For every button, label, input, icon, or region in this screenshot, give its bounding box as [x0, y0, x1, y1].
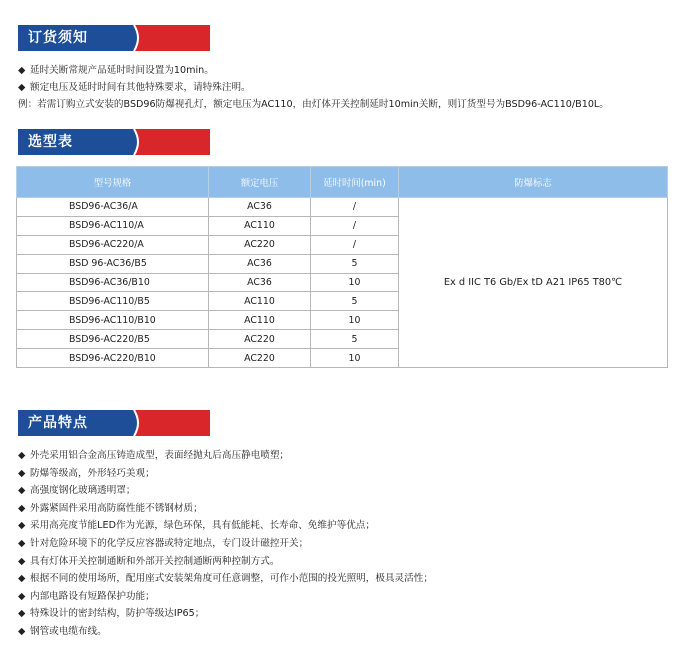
cell-voltage: AC110 [209, 292, 311, 311]
features-section-header [18, 410, 210, 436]
cell-delay: 10 [311, 349, 399, 368]
list-item [18, 465, 433, 483]
diamond-bullet-icon: ◆ [18, 520, 26, 532]
selection-section-header [18, 129, 210, 155]
feature-text: 外露紧固件采用高防腐性能不锈钢材质； [30, 502, 203, 514]
cell-model: BSD96-AC110/B5 [17, 292, 209, 311]
cell-model: BSD96-AC36/B10 [17, 273, 209, 292]
cell-voltage: AC36 [209, 254, 311, 273]
cell-model: BSD96-AC36/A [17, 198, 209, 217]
diamond-bullet-icon: ◆ [18, 537, 26, 549]
cell-voltage: AC36 [209, 273, 311, 292]
cell-delay: / [311, 198, 399, 217]
feature-text: 高强度钢化玻璃透明罩； [30, 485, 136, 497]
cell-delay: 10 [311, 311, 399, 330]
order-note-text: 延时关断常规产品延时时间设置为10min。 [30, 65, 214, 76]
list-item [18, 482, 433, 500]
cell-model: BSD96-AC110/A [17, 216, 209, 235]
diamond-bullet-icon: ◆ [18, 450, 26, 461]
cell-voltage: AC220 [209, 330, 311, 349]
column-header-voltage: 额定电压 [209, 167, 311, 198]
list-item [18, 517, 433, 535]
diamond-bullet-icon: ◆ [18, 65, 26, 76]
table-header-row [17, 167, 668, 198]
column-header-delay: 延时时间(min) [311, 167, 399, 198]
list-item [18, 500, 433, 518]
cell-voltage: AC110 [209, 216, 311, 235]
feature-text: 针对危险环境下的化学反应容器或特定地点，专门设计磁控开关； [30, 537, 309, 549]
feature-text: 钢管或电缆布线。 [30, 625, 107, 637]
diamond-bullet-icon: ◆ [18, 590, 26, 602]
cell-voltage: AC220 [209, 235, 311, 254]
feature-text: 具有灯体开关控制通断和外部开关控制通断两种控制方式。 [30, 555, 280, 567]
cell-delay: 5 [311, 254, 399, 273]
features-list [18, 447, 433, 641]
order-note-text: 额定电压及延时时间有其他特殊要求，请特殊注明。 [30, 82, 251, 93]
list-item [18, 588, 433, 606]
list-item [18, 535, 433, 553]
cell-delay: 10 [311, 273, 399, 292]
list-item [18, 605, 433, 623]
cell-delay: 5 [311, 330, 399, 349]
cell-model: BSD96-AC220/A [17, 235, 209, 254]
diamond-bullet-icon: ◆ [18, 608, 26, 620]
diamond-bullet-icon: ◆ [18, 82, 26, 93]
diamond-bullet-icon: ◆ [18, 555, 26, 567]
list-item [18, 447, 433, 465]
column-header-marking: 防爆标志 [399, 167, 668, 198]
order-note [18, 79, 609, 96]
feature-text: 外壳采用铝合金高压铸造成型，表面经抛丸后高压静电喷塑； [30, 450, 290, 461]
order-notes [18, 62, 609, 113]
feature-text: 内部电路设有短路保护功能； [30, 590, 155, 602]
feature-text: 防爆等级高，外形轻巧美观； [30, 467, 155, 479]
feature-text: 采用高亮度节能LED作为光源，绿色环保，具有低能耗、长寿命、免维护等优点； [30, 520, 375, 532]
features-section-title: 产品特点 [28, 415, 88, 431]
diamond-bullet-icon: ◆ [18, 625, 26, 637]
column-header-model: 型号规格 [17, 167, 209, 198]
cell-voltage: AC110 [209, 311, 311, 330]
diamond-bullet-icon: ◆ [18, 467, 26, 479]
diamond-bullet-icon: ◆ [18, 502, 26, 514]
cell-explosion-marking: Ex d IIC T6 Gb/Ex tD A21 IP65 T80℃ [399, 198, 668, 368]
cell-voltage: AC220 [209, 349, 311, 368]
cell-voltage: AC36 [209, 198, 311, 217]
selection-section-title: 选型表 [28, 134, 73, 150]
list-item [18, 570, 433, 588]
feature-text: 特殊设计的密封结构，防护等级达IP65； [30, 608, 205, 620]
cell-model: BSD96-AC220/B5 [17, 330, 209, 349]
order-note [18, 62, 609, 79]
table-row [17, 198, 668, 217]
feature-text: 根据不同的使用场所，配用座式安装架角度可任意调整，可作小范围的投光照明，极具灵活性； [30, 573, 433, 585]
list-item [18, 553, 433, 571]
selection-table [16, 166, 668, 368]
cell-delay: / [311, 235, 399, 254]
cell-model: BSD96-AC110/B10 [17, 311, 209, 330]
order-example: 例：若需订购立式安装的BSD96防爆视孔灯，额定电压为AC110，由灯体开关控制延时10min关断，则订货型号为BSD96-AC110/B10L。 [18, 99, 609, 110]
diamond-bullet-icon: ◆ [18, 485, 26, 497]
cell-model: BSD96-AC220/B10 [17, 349, 209, 368]
order-section-header [18, 25, 210, 51]
order-section-title: 订货须知 [28, 30, 88, 46]
list-item [18, 623, 433, 641]
cell-model: BSD 96-AC36/B5 [17, 254, 209, 273]
cell-delay: 5 [311, 292, 399, 311]
diamond-bullet-icon: ◆ [18, 573, 26, 585]
cell-delay: / [311, 216, 399, 235]
